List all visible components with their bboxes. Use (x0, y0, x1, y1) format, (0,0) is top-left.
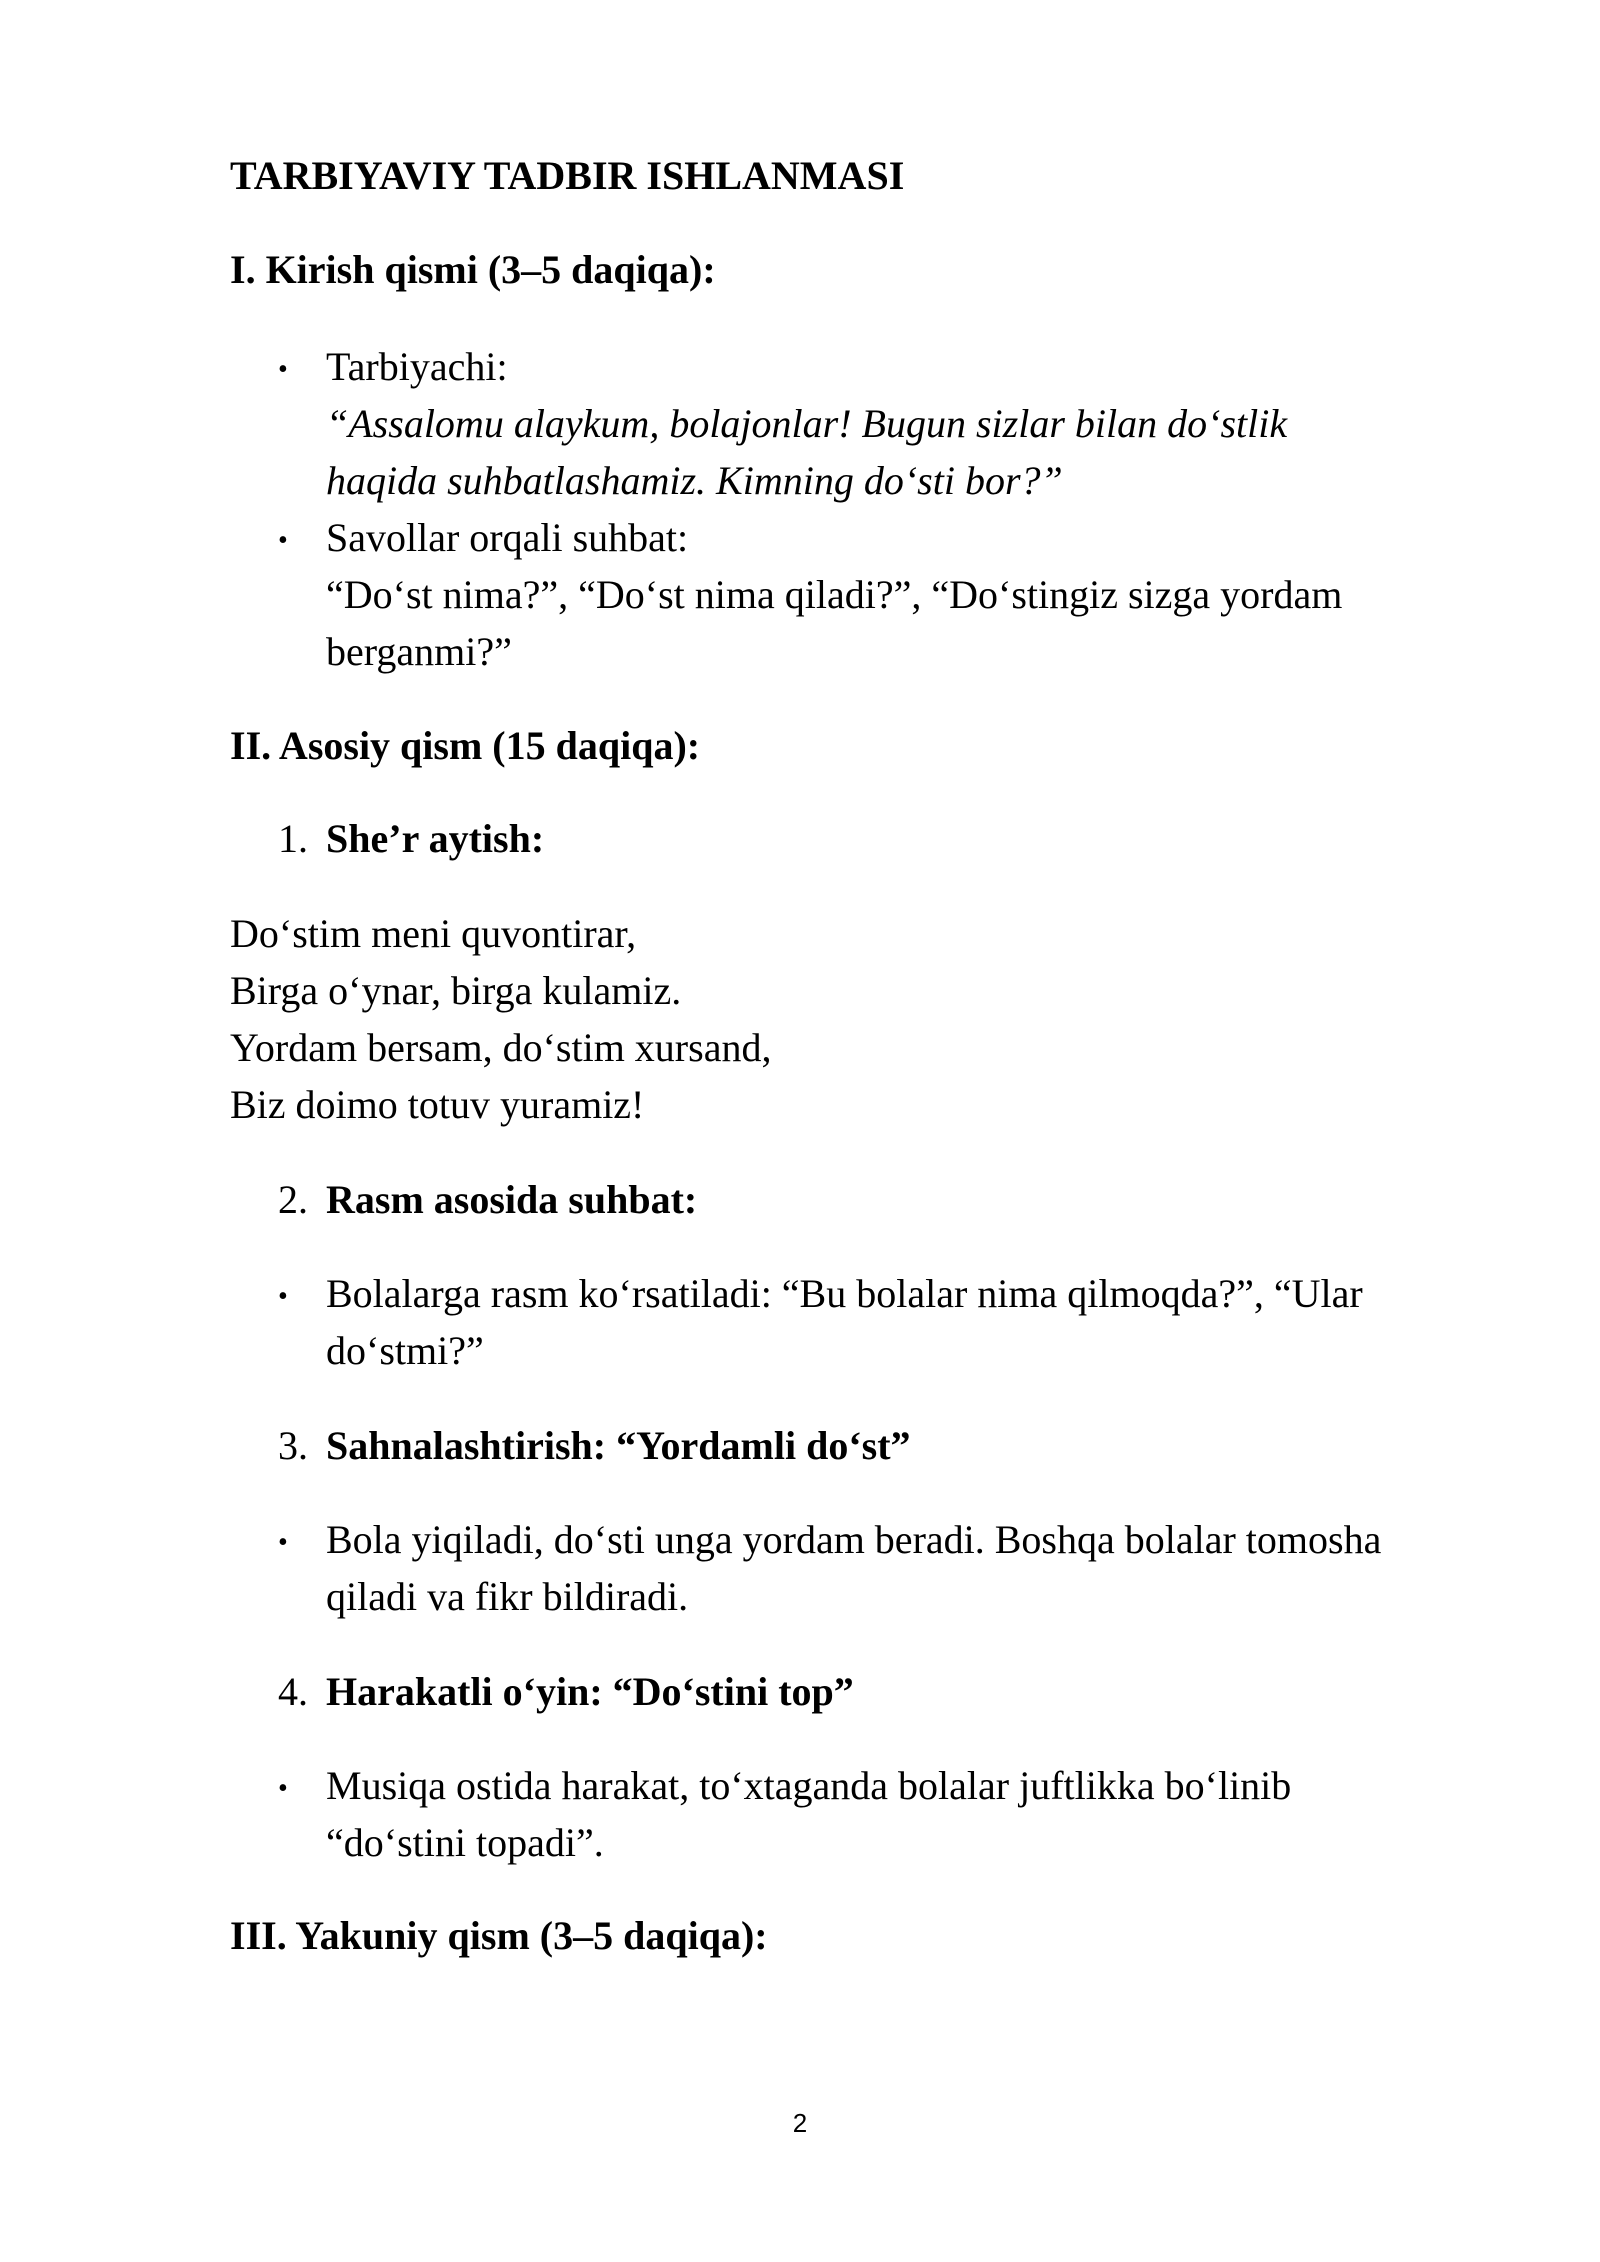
item-bullet-line: do‘stmi?” (326, 1328, 484, 1373)
questions-line: berganmi?” (326, 629, 512, 674)
item-bullet-line: Bola yiqiladi, do‘sti unga yordam beradi. Boshqa bolalar tomosha (326, 1517, 1382, 1562)
list-number: 1. (278, 816, 308, 861)
section-heading-closing: III. Yakuniy qism (3–5 daqiqa): (230, 1913, 768, 1958)
greeting-quote-line: “Assalomu alaykum, bolajonlar! Bugun sizlar bilan do‘stlik (326, 401, 1288, 446)
item-bullet-line: Bolalarga rasm ko‘rsatiladi: “Bu bolalar nima qilmoqda?”, “Ular (326, 1271, 1363, 1316)
section-heading-intro: I. Kirish qismi (3–5 daqiqa): (230, 247, 716, 292)
bullet-marker: • (278, 1281, 288, 1312)
list-number: 2. (278, 1177, 308, 1222)
questions-line: “Do‘st nima?”, “Do‘st nima qiladi?”, “Do‘stingiz sizga yordam (326, 572, 1343, 617)
poem-line: Biz doimo totuv yuramiz! (230, 1082, 645, 1127)
list-number: 3. (278, 1423, 308, 1468)
item-title-staging: Sahnalashtirish: “Yordamli do‘st” (326, 1423, 911, 1468)
bullet-marker: • (278, 354, 288, 385)
item-title-poem: She’r aytish: (326, 816, 545, 861)
item-title-game: Harakatli o‘yin: “Do‘stini top” (326, 1669, 854, 1714)
list-number: 4. (278, 1669, 308, 1714)
bullet-marker: • (278, 1527, 288, 1558)
bullet-marker: • (278, 1773, 288, 1804)
poem-line: Birga o‘ynar, birga kulamiz. (230, 968, 682, 1013)
poem-line: Do‘stim meni quvontirar, (230, 911, 637, 956)
item-bullet-line: Musiqa ostida harakat, to‘xtaganda bolalar juftlikka bo‘linib (326, 1763, 1292, 1808)
bullet-marker: • (278, 525, 288, 556)
bullet-label-tarbiyachi: Tarbiyachi: (326, 344, 508, 389)
poem-line: Yordam bersam, do‘stim xursand, (230, 1025, 772, 1070)
item-title-picture-talk: Rasm asosida suhbat: (326, 1177, 698, 1222)
document-title: TARBIYAVIY TADBIR ISHLANMASI (230, 153, 905, 198)
page-number: 2 (792, 2108, 808, 2138)
bullet-label-savollar: Savollar orqali suhbat: (326, 515, 689, 560)
section-heading-main: II. Asosiy qism (15 daqiqa): (230, 723, 701, 768)
item-bullet-line: “do‘stini topadi”. (326, 1820, 604, 1865)
greeting-quote-line: haqida suhbatlashamiz. Kimning do‘sti bor?” (326, 458, 1063, 503)
item-bullet-line: qiladi va fikr bildiradi. (326, 1574, 689, 1619)
